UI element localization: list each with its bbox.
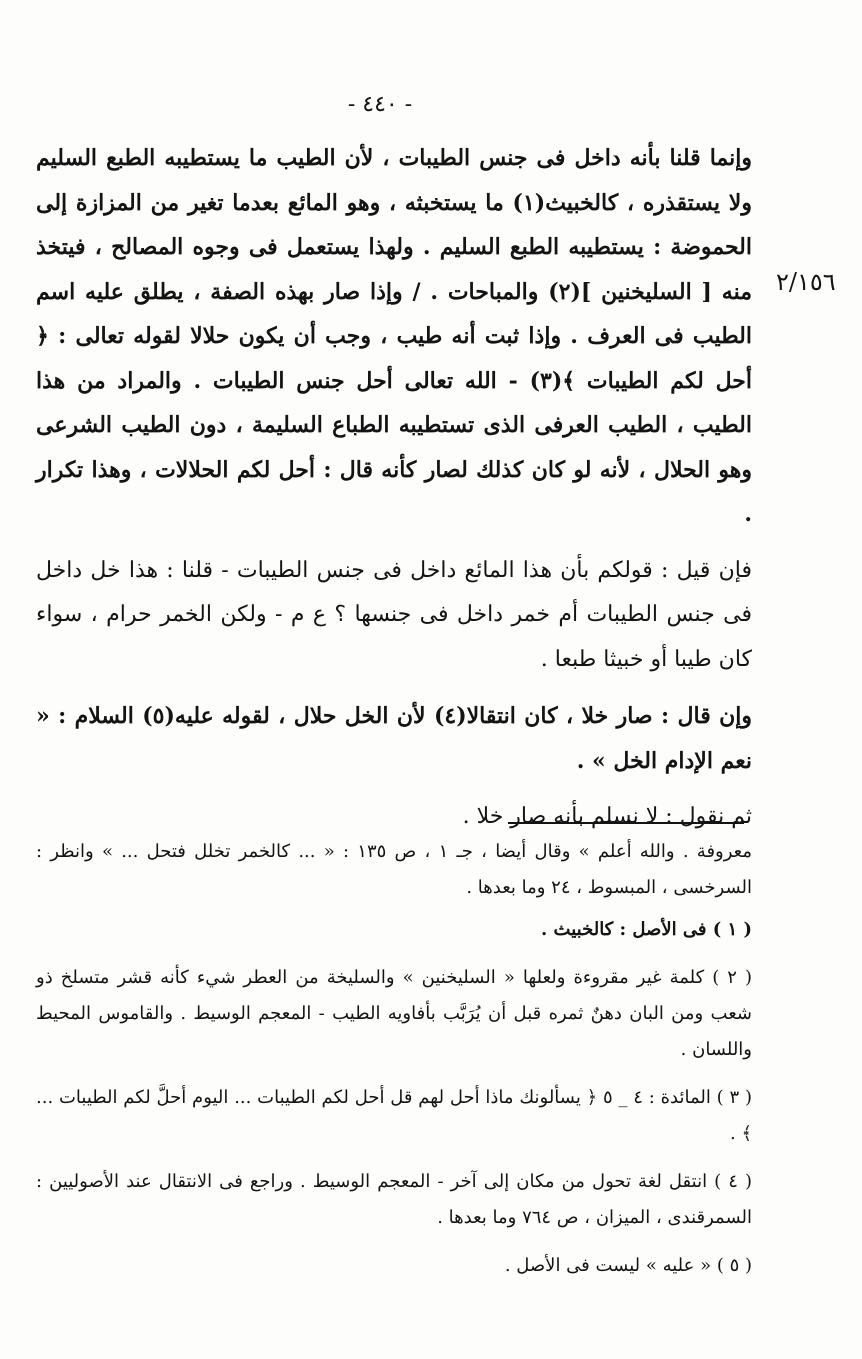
margin-reference: ٢/١٥٦ — [776, 268, 836, 296]
page-number: - ٤٤٠ - — [347, 92, 413, 117]
paragraph-4: ثم نقول : لا نسلم بأنه صار خلا . — [462, 804, 752, 829]
main-text — [36, 136, 752, 852]
footnote-2: ( ٢ ) كلمة غير مقروءة ولعلها « السليخنين » والسليخة من العطر شيء كأنه قشر متسلخ ذو شعب ومن البان دهنٌ ثمره قبل أن يُرَبَّب بأفاويه الطيب - المعجم الوسيط . والقاموس المحيط واللسان . — [36, 967, 752, 1060]
paragraph-3: وإن قال : صار خلا ، كان انتقالا(٤) لأن الخل حلال ، لقوله عليه(٥) السلام : « نعم الإدام الخل » . — [36, 703, 753, 774]
footnote-5: ( ٥ ) « عليه » ليست فى الأصل . — [504, 1255, 752, 1276]
paragraph-1: وإنما قلنا بأنه داخل فى جنس الطيبات ، لأن الطيب ما يستطيبه الطبع السليم ولا يستقذره ، كالخبيث(١) ما يستخبثه ، وهو المائع بعدما تغير من المزازة إلى الحموضة : يستطيبه الطبع السليم . ولهذا يستعمل فى وجوه المصالح ، فيتخذ منه [ السليخنين ](٢) والمباحات . / وإذا صار بهذه الصفة ، يطلق عليه اسم الطيب فى العرف . وإذا ثبت أنه طيب ، وجب أن يكون حلالا لقوله تعالى : ﴿ أحل لكم الطيبات ﴾(٣) - الله تعالى أحل جنس الطيبات . والمراد من هذا الطيب ، الطيب العرفى الذى تستطيبه الطباع السليمة ، دون الطيب الشرعى وهو الحلال ، لأنه لو كان كذلك لصار كأنه قال : أحل لكم الحلالات ، وهذا تكرار . — [36, 145, 753, 527]
footnote-4: ( ٤ ) انتقل لغة تحول من مكان إلى آخر - المعجم الوسيط . وراجع فى الانتقال عند الأصوليين : السمرقندى ، الميزان ، ص ٧٦٤ وما بعدها . — [36, 1171, 753, 1228]
footnote-1: ( ١ ) فى الأصل : كالخبيث . — [541, 919, 752, 940]
footnote-3: ( ٣ ) المائدة : ٤ _ ٥ ﴿ يسألونك ماذا أحل لهم قل أحل لكم الطيبات ... اليوم أحلَّ لكم الطيبات ... ﴾ . — [36, 1087, 752, 1144]
footnote-continuation: معروفة . والله أعلم » وقال أيضا ، جـ ١ ، ص ١٣٥ : « ... كالخمر تخلل فتحل ... » وانظر : السرخسى ، المبسوط ، ٢٤ وما بعدها . — [36, 841, 752, 898]
footnote-separator — [508, 822, 744, 824]
footnotes — [36, 834, 752, 1296]
paragraph-2: فإن قيل : قولكم بأن هذا المائع داخل فى جنس الطيبات - قلنا : هذا خل داخل فى جنس الطيبات أم خمر داخل فى جنسها ؟ ع م - ولكن الخمر حرام ، سواء كان طيبا أو خبيثا طبعا . — [36, 557, 752, 672]
